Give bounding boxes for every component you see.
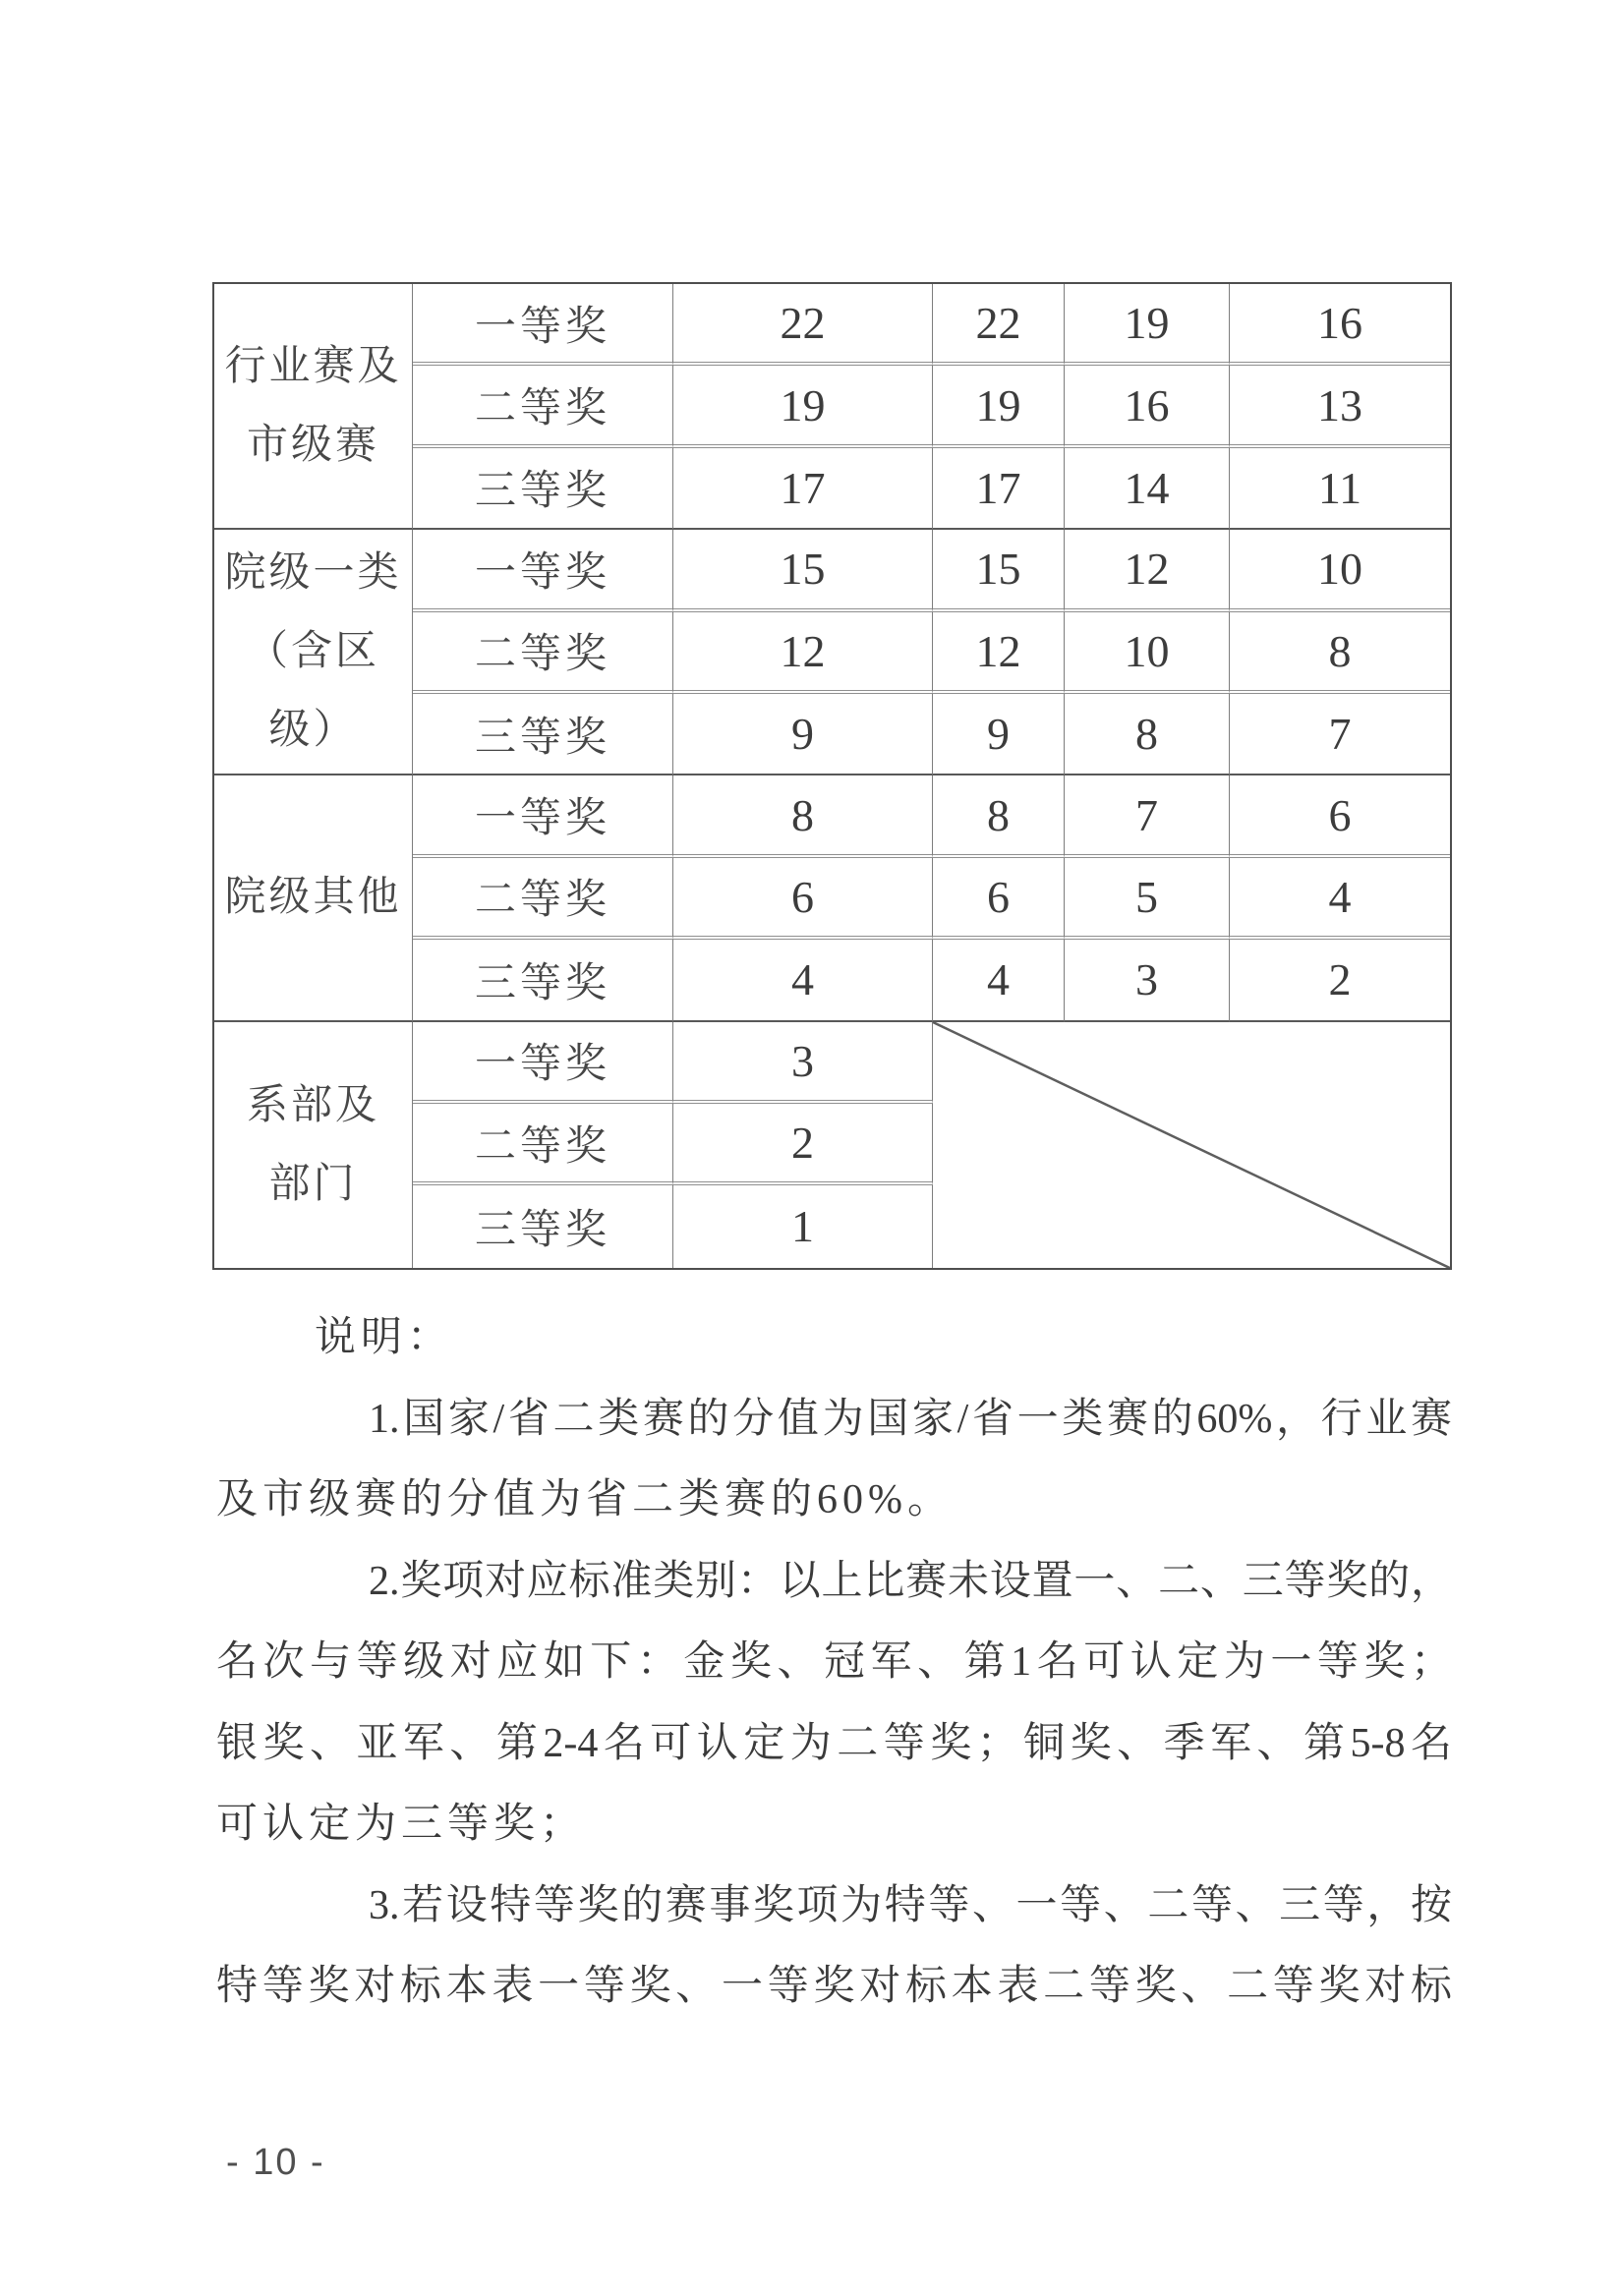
score-cell: 8 (1230, 612, 1450, 694)
notes-line: 银奖、亚军、第2-4名可认定为二等奖；铜奖、季军、第5-8名 (216, 1720, 1452, 1766)
group-label-line: 院级一类 (224, 550, 402, 597)
award-level-cell: 二等奖 (413, 366, 673, 447)
notes-heading: 说明： (315, 1315, 454, 1360)
group-label-cell (214, 284, 413, 530)
score-cell: 11 (1230, 448, 1450, 530)
score-cell: 16 (1230, 284, 1450, 366)
score-cell: 3 (673, 1022, 933, 1104)
award-level-cell: 二等奖 (413, 858, 673, 940)
award-level-cell: 二等奖 (413, 612, 673, 694)
diagonal-line (933, 1022, 1450, 1268)
notes-line: 可认定为三等奖； (216, 1802, 587, 1847)
score-cell: 22 (673, 284, 933, 366)
score-table (212, 282, 1452, 1270)
score-cell: 4 (933, 940, 1065, 1021)
score-cell: 2 (1230, 940, 1450, 1021)
score-cell: 1 (673, 1185, 933, 1267)
award-level-cell: 三等奖 (413, 940, 673, 1021)
score-cell: 17 (673, 448, 933, 530)
score-cell: 6 (1230, 775, 1450, 857)
group-label-line: 部门 (268, 1161, 358, 1207)
score-cell: 10 (1065, 612, 1230, 694)
score-cell: 6 (673, 858, 933, 940)
score-cell: 8 (933, 775, 1065, 857)
score-cell: 7 (1230, 694, 1450, 775)
score-cell: 17 (933, 448, 1065, 530)
score-cell: 22 (933, 284, 1065, 366)
group-label-line: 系部及 (246, 1082, 379, 1128)
score-cell: 19 (1065, 284, 1230, 366)
group-label-line: （含区级） (246, 629, 379, 754)
group-label-line: 行业赛及 (224, 344, 402, 390)
award-level-cell: 一等奖 (413, 775, 673, 857)
score-cell: 4 (673, 940, 933, 1021)
page-number: - 10 - (226, 2142, 325, 2183)
notes-line: 特等奖对标本表一等奖、一等奖对标本表二等奖、二等奖对标 (216, 1964, 1452, 2009)
award-level-cell: 一等奖 (413, 530, 673, 611)
score-cell: 12 (1065, 530, 1230, 611)
award-level-cell: 三等奖 (413, 1185, 673, 1267)
score-cell: 9 (933, 694, 1065, 775)
notes-line: 名次与等级对应如下：金奖、冠军、第1名可认定为一等奖； (216, 1639, 1452, 1685)
award-level-cell: 三等奖 (413, 694, 673, 775)
score-cell: 12 (673, 612, 933, 694)
score-cell: 12 (933, 612, 1065, 694)
notes-line: 及市级赛的分值为省二类赛的60%。 (216, 1477, 954, 1522)
group-label-line: 市级赛 (246, 423, 379, 469)
award-level-cell: 二等奖 (413, 1104, 673, 1185)
award-level-cell: 一等奖 (413, 284, 673, 366)
score-cell: 10 (1230, 530, 1450, 611)
score-cell: 15 (933, 530, 1065, 611)
score-cell: 9 (673, 694, 933, 775)
notes-line: 1.国家/省二类赛的分值为国家/省一类赛的60%，行业赛 (369, 1396, 1452, 1442)
score-cell: 16 (1065, 366, 1230, 447)
group-label-line: 院级其他 (224, 875, 402, 921)
score-cell: 19 (673, 366, 933, 447)
score-cell: 3 (1065, 940, 1230, 1021)
group-label-cell (214, 530, 413, 775)
score-cell: 8 (1065, 694, 1230, 775)
score-cell: 6 (933, 858, 1065, 940)
diagonal-empty-cell (933, 1022, 1450, 1268)
score-cell: 4 (1230, 858, 1450, 940)
score-cell: 7 (1065, 775, 1230, 857)
score-cell: 2 (673, 1104, 933, 1185)
notes-line: 2.奖项对应标准类别：以上比赛未设置一、二、三等奖的， (369, 1558, 1452, 1604)
score-cell: 13 (1230, 366, 1450, 447)
score-cell: 15 (673, 530, 933, 611)
score-cell: 14 (1065, 448, 1230, 530)
award-level-cell: 三等奖 (413, 448, 673, 530)
notes-line: 3.若设特等奖的赛事奖项为特等、一等、二等、三等，按 (369, 1882, 1452, 1928)
group-label-cell (214, 775, 413, 1021)
notes-block (216, 1297, 1452, 2028)
score-cell: 19 (933, 366, 1065, 447)
score-cell: 5 (1065, 858, 1230, 940)
award-level-cell: 一等奖 (413, 1022, 673, 1104)
group-label-cell (214, 1022, 413, 1268)
score-cell: 8 (673, 775, 933, 857)
